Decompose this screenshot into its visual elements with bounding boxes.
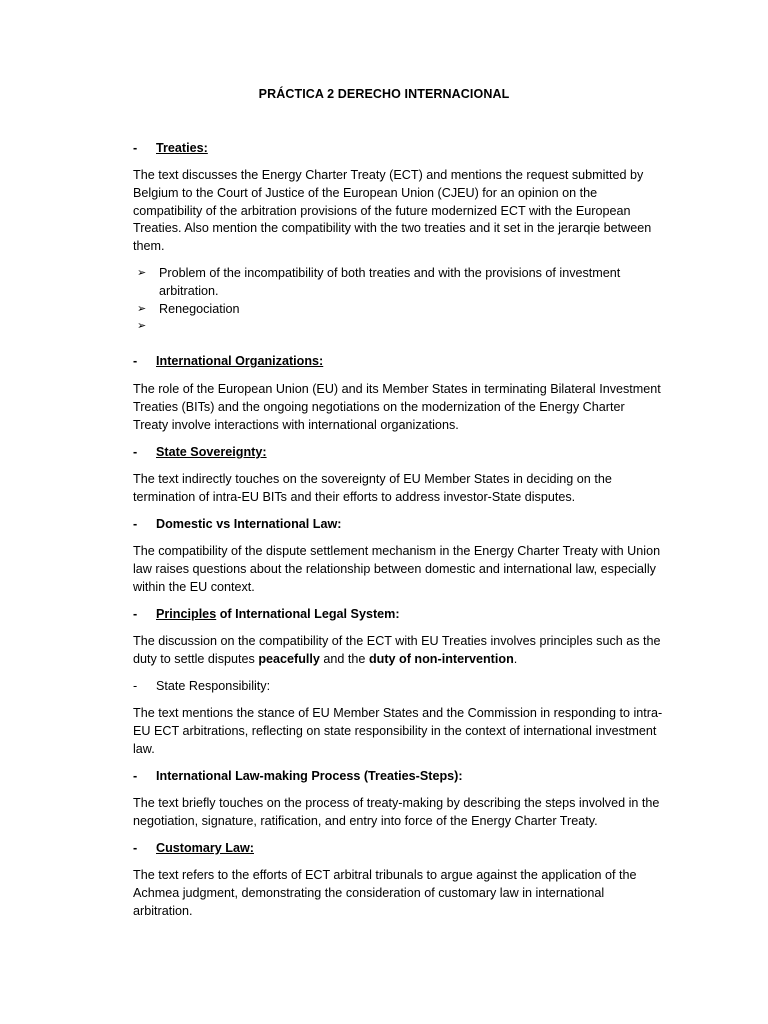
body-principles-bold: peacefully [258, 651, 320, 666]
paragraph-customary [133, 867, 663, 920]
body-lawmaking: The text briefly touches on the process of treaty-making by describing the steps involved in the negotiation, signature, ratification, and entry into force of the Energy Charter Treaty. [133, 796, 660, 828]
list-item [137, 265, 657, 301]
list-item-text: Renegociation [159, 301, 240, 316]
list-item [137, 301, 657, 319]
heading-treaties: Treaties: [156, 141, 208, 155]
arrow-bullet-icon: ➢ [137, 267, 147, 279]
dash-marker: - [133, 679, 138, 693]
list-item-text: Problem of the incompatibility of both treaties and with the provisions of investment arbitration. [159, 266, 621, 298]
section-domestic [133, 516, 663, 534]
body-customary: The text refers to the efforts of ECT arbitral tribunals to argue against the application of the Achmea judgment, demonstrating the consideration of customary law in international arbitration. [133, 868, 637, 918]
section-intl-orgs [133, 353, 663, 371]
dash-marker: - [133, 607, 138, 621]
section-heading [133, 840, 663, 858]
section-heading [133, 516, 663, 534]
dash-marker: - [133, 141, 138, 155]
paragraph-responsibility [133, 705, 663, 758]
section-customary [133, 840, 663, 858]
paragraph-lawmaking [133, 795, 663, 831]
paragraph-principles [133, 633, 663, 669]
heading-principles-rest: of International Legal System: [216, 607, 400, 621]
heading-domestic: Domestic vs International Law: [156, 517, 342, 531]
treaties-bullet-list [137, 265, 657, 336]
arrow-bullet-icon: ➢ [137, 320, 147, 333]
section-treaties [133, 140, 663, 158]
section-heading [133, 140, 663, 158]
body-principles-text: . [513, 651, 518, 666]
paragraph-sovereignty [133, 471, 663, 507]
heading-responsibility: State Responsibility: [156, 679, 271, 693]
section-heading [133, 444, 663, 462]
body-principles-bold: duty of non-intervention [368, 651, 514, 666]
heading-lawmaking: International Law-making Process (Treaties-Steps): [156, 769, 463, 783]
heading-sovereignty: State Sovereignty: [156, 445, 267, 459]
document-title: PRÁCTICA 2 DERECHO INTERNACIONAL [258, 87, 510, 101]
paragraph-domestic [133, 543, 663, 596]
dash-marker: - [133, 354, 138, 368]
body-principles-text: The discussion on the compatibility of the ECT with EU Treaties involves principles such as the duty to settle disputes [133, 634, 661, 666]
section-sovereignty [133, 444, 663, 462]
body-treaties: The text discusses the Energy Charter Treaty (ECT) and mentions the request submitted by Belgium to the Court of Justice of the European Union (CJEU) for an opinion on the compatibility of the arbitration provisions of the future modernized ECT with the European Treaties. Also mention the compatibility with the two treaties and it set in the jerarqie between them. [133, 168, 652, 254]
section-heading [133, 353, 663, 371]
section-heading [133, 606, 663, 624]
section-heading [133, 678, 663, 696]
body-principles [133, 633, 663, 669]
dash-marker: - [133, 445, 138, 459]
section-responsibility [133, 678, 663, 696]
body-domestic: The compatibility of the dispute settlement mechanism in the Energy Charter Treaty with Union law raises questions about the relationship between domestic and international law, especially within the EU context. [133, 544, 661, 594]
body-intl-orgs: The role of the European Union (EU) and its Member States in terminating Bilateral Investment Treaties (BITs) and the ongoing negotiations on the modernization of the Energy Charter Treaty involve interactions with international organizations. [133, 382, 661, 432]
body-sovereignty: The text indirectly touches on the sovereignty of EU Member States in deciding on the termination of intra-EU BITs and their efforts to address investor-State disputes. [133, 472, 612, 504]
dash-marker: - [133, 841, 138, 855]
heading-intl-orgs: International Organizations: [156, 354, 324, 368]
heading-customary: Customary Law: [156, 841, 254, 855]
section-principles [133, 606, 663, 624]
arrow-bullet-icon: ➢ [137, 302, 147, 315]
section-heading [133, 768, 663, 786]
dash-marker: - [133, 769, 138, 783]
list-item [137, 318, 657, 336]
heading-principles-underlined: Principles [156, 607, 217, 621]
list-item-text [159, 318, 657, 336]
body-responsibility: The text mentions the stance of EU Member States and the Commission in responding to intra-EU ECT arbitrations, reflecting on state responsibility in the context of international investment law. [133, 706, 663, 756]
body-principles-text: and the [319, 651, 369, 666]
heading-principles [156, 606, 400, 624]
section-lawmaking [133, 768, 663, 786]
paragraph-intl-orgs [133, 381, 663, 434]
dash-marker: - [133, 517, 138, 531]
paragraph-treaties [133, 167, 663, 256]
